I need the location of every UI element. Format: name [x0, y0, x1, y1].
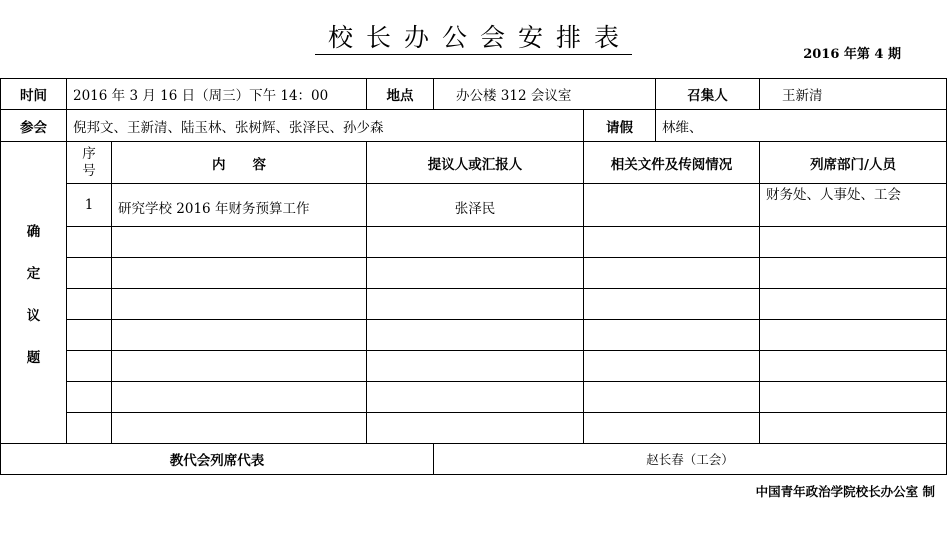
- empty-cell: [367, 413, 584, 444]
- table-row: [1, 227, 947, 258]
- agenda-header-row: [1, 142, 947, 184]
- table-row: [1, 320, 947, 351]
- row-proposer: 张泽民: [367, 184, 584, 227]
- side-char: 题: [26, 349, 41, 366]
- empty-cell: [112, 320, 367, 351]
- location-value: 办公楼 312 会议室: [434, 79, 656, 110]
- row-no: 1: [67, 184, 112, 227]
- rep-value: 赵长春（工会）: [434, 444, 947, 475]
- empty-cell: [67, 227, 112, 258]
- empty-cell: [760, 258, 947, 289]
- empty-cell: [112, 258, 367, 289]
- empty-cell: [584, 289, 760, 320]
- table-row: [1, 351, 947, 382]
- empty-cell: [760, 320, 947, 351]
- empty-cell: [584, 320, 760, 351]
- attendees-value: 倪邦文、王新清、陆玉林、张树辉、张泽民、孙少森: [67, 110, 584, 142]
- table-row: [1, 289, 947, 320]
- time-label: 时间: [1, 79, 67, 110]
- empty-cell: [112, 351, 367, 382]
- meeting-table: [0, 78, 947, 475]
- side-char: 议: [26, 307, 41, 324]
- empty-cell: [367, 382, 584, 413]
- header-no-line1: 序: [82, 145, 96, 162]
- header-documents: 相关文件及传阅情况: [584, 142, 760, 184]
- row-departments: 财务处、人事处、工会: [760, 184, 947, 227]
- leave-label: 请假: [584, 110, 656, 142]
- header-content: 内 容: [112, 142, 367, 184]
- empty-cell: [760, 351, 947, 382]
- rep-row: [1, 444, 947, 475]
- attendees-row: [1, 110, 947, 142]
- page-title-text: 校长办公会安排表: [315, 23, 632, 55]
- table-row: [1, 413, 947, 444]
- empty-cell: [67, 382, 112, 413]
- empty-cell: [584, 413, 760, 444]
- issue-number: 2016 年第 4 期: [803, 47, 901, 62]
- header-no: [67, 142, 112, 184]
- time-row: [1, 79, 947, 110]
- empty-cell: [760, 413, 947, 444]
- header-no-line2: 号: [82, 162, 96, 179]
- side-char: 确: [26, 223, 41, 240]
- empty-cell: [584, 351, 760, 382]
- time-value: 2016 年 3 月 16 日（周三）下午 14：00: [67, 79, 367, 110]
- empty-cell: [112, 289, 367, 320]
- rep-label: 教代会列席代表: [1, 444, 434, 475]
- empty-cell: [584, 258, 760, 289]
- empty-cell: [67, 351, 112, 382]
- empty-cell: [112, 227, 367, 258]
- row-content: 研究学校 2016 年财务预算工作: [112, 184, 367, 227]
- empty-cell: [67, 289, 112, 320]
- empty-cell: [367, 289, 584, 320]
- empty-cell: [367, 351, 584, 382]
- empty-cell: [760, 382, 947, 413]
- leave-value: 林维、: [656, 110, 947, 142]
- empty-cell: [67, 258, 112, 289]
- table-row: [1, 258, 947, 289]
- convener-value: 王新清: [760, 79, 947, 110]
- footer-issuer: 中国青年政治学院校长办公室 制: [755, 484, 935, 499]
- table-row: [1, 382, 947, 413]
- attendees-label: 参会: [1, 110, 67, 142]
- empty-cell: [367, 320, 584, 351]
- row-documents: [584, 184, 760, 227]
- empty-cell: [112, 413, 367, 444]
- empty-cell: [760, 227, 947, 258]
- table-row: [1, 184, 947, 227]
- empty-cell: [367, 258, 584, 289]
- empty-cell: [112, 382, 367, 413]
- header-proposer: 提议人或汇报人: [367, 142, 584, 184]
- empty-cell: [67, 413, 112, 444]
- empty-cell: [367, 227, 584, 258]
- empty-cell: [67, 320, 112, 351]
- empty-cell: [584, 227, 760, 258]
- empty-cell: [760, 289, 947, 320]
- empty-cell: [584, 382, 760, 413]
- location-label: 地点: [367, 79, 434, 110]
- side-char: 定: [26, 265, 41, 282]
- agenda-side-label: [1, 142, 67, 444]
- convener-label: 召集人: [656, 79, 760, 110]
- header-departments: 列席部门/人员: [760, 142, 947, 184]
